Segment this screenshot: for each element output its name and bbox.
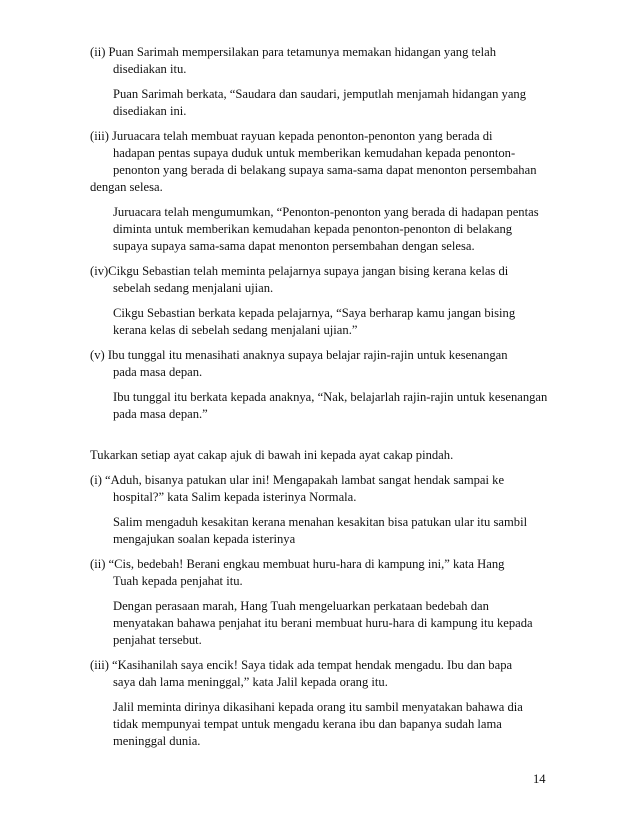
answer-line: Salim mengaduh kesakitan kerana menahan kesakitan bisa patukan ular itu sambil xyxy=(113,515,528,529)
answer-line: disediakan ini. xyxy=(113,104,187,118)
answer-block xyxy=(90,598,560,649)
question-line: (v) Ibu tunggal itu menasihati anaknya supaya belajar rajin-rajin untuk kesenangan xyxy=(90,348,508,362)
exercise-item-ii xyxy=(90,44,560,120)
question-line: saya dah lama meninggal,” kata Jalil kepada orang itu. xyxy=(113,675,388,689)
answer-line: penjahat tersebut. xyxy=(113,633,202,647)
question-line: (iv)Cikgu Sebastian telah meminta pelajarnya supaya jangan bising kerana kelas di xyxy=(90,264,509,278)
answer-line: Dengan perasaan marah, Hang Tuah mengeluarkan perkataan bedebah dan xyxy=(113,599,489,613)
answer-line: menyatakan bahawa penjahat itu berani membuat huru-hara di kampung itu kepada xyxy=(113,616,533,630)
exercise-item-iv xyxy=(90,263,560,339)
section-heading-block xyxy=(90,447,560,464)
question-line: (ii) “Cis, bedebah! Berani engkau membuat huru-hara di kampung ini,” kata Hang xyxy=(90,557,505,571)
question-line: (iii) Juruacara telah membuat rayuan kepada penonton-penonton yang berada di xyxy=(90,129,493,143)
question-line: dengan selesa. xyxy=(90,180,163,194)
exercise-item-ii xyxy=(90,556,560,649)
document-page xyxy=(90,44,560,758)
answer-block xyxy=(90,305,560,339)
question-line: disediakan itu. xyxy=(113,62,187,76)
answer-line: supaya supaya sama-sama dapat menonton persembahan dengan selesa. xyxy=(113,239,475,253)
question-line: (ii) Puan Sarimah mempersilakan para tetamunya memakan hidangan yang telah xyxy=(90,45,497,59)
answer-line: tidak mempunyai tempat untuk mengadu kerana ibu dan bapanya sudah lama xyxy=(113,717,502,731)
question-line: (iii) “Kasihanilah saya encik! Saya tidak ada tempat hendak mengadu. Ibu dan bapa xyxy=(90,658,513,672)
exercise-item-iii xyxy=(90,657,560,750)
answer-block xyxy=(90,699,560,750)
answer-block xyxy=(90,389,560,423)
answer-line: Puan Sarimah berkata, “Saudara dan saudari, jemputlah menjamah hidangan yang xyxy=(113,87,527,101)
answer-line: kerana kelas di sebelah sedang menjalani ujian.” xyxy=(113,323,358,337)
question-line: pada masa depan. xyxy=(113,365,203,379)
answer-line: Ibu tunggal itu berkata kepada anaknya, “Nak, belajarlah rajin-rajin untuk kesenangan xyxy=(113,390,548,404)
answer-line: diminta untuk memberikan kemudahan kepada penonton-penonton di belakang xyxy=(113,222,513,236)
page-number: 14 xyxy=(533,772,546,786)
answer-line: Cikgu Sebastian berkata kepada pelajarnya, “Saya berharap kamu jangan bising xyxy=(113,306,516,320)
question-line: (i) “Aduh, bisanya patukan ular ini! Mengapakah lambat sangat hendak sampai ke xyxy=(90,473,505,487)
answer-block xyxy=(90,204,560,255)
question-line: hospital?” kata Salim kepada isterinya Normala. xyxy=(113,490,357,504)
exercise-item-i xyxy=(90,472,560,548)
section-heading: Tukarkan setiap ayat cakap ajuk di bawah ini kepada ayat cakap pindah. xyxy=(90,448,454,462)
answer-block xyxy=(90,86,560,120)
answer-line: Jalil meminta dirinya dikasihani kepada orang itu sambil menyatakan bahawa dia xyxy=(113,700,523,714)
exercise-item-iii xyxy=(90,128,560,255)
question-line: penonton yang berada di belakang supaya sama-sama dapat menonton persembahan xyxy=(113,163,537,177)
answer-line: pada masa depan.” xyxy=(113,407,208,421)
answer-line: mengajukan soalan kepada isterinya xyxy=(113,532,296,546)
question-line: Tuah kepada penjahat itu. xyxy=(113,574,243,588)
section-spacer xyxy=(90,431,560,447)
answer-line: meninggal dunia. xyxy=(113,734,201,748)
question-line: hadapan pentas supaya duduk untuk memberikan kemudahan kepada penonton- xyxy=(113,146,516,160)
exercise-item-v xyxy=(90,347,560,423)
question-line: sebelah sedang menjalani ujian. xyxy=(113,281,274,295)
answer-line: Juruacara telah mengumumkan, “Penonton-penonton yang berada di hadapan pentas xyxy=(113,205,539,219)
answer-block xyxy=(90,514,560,548)
